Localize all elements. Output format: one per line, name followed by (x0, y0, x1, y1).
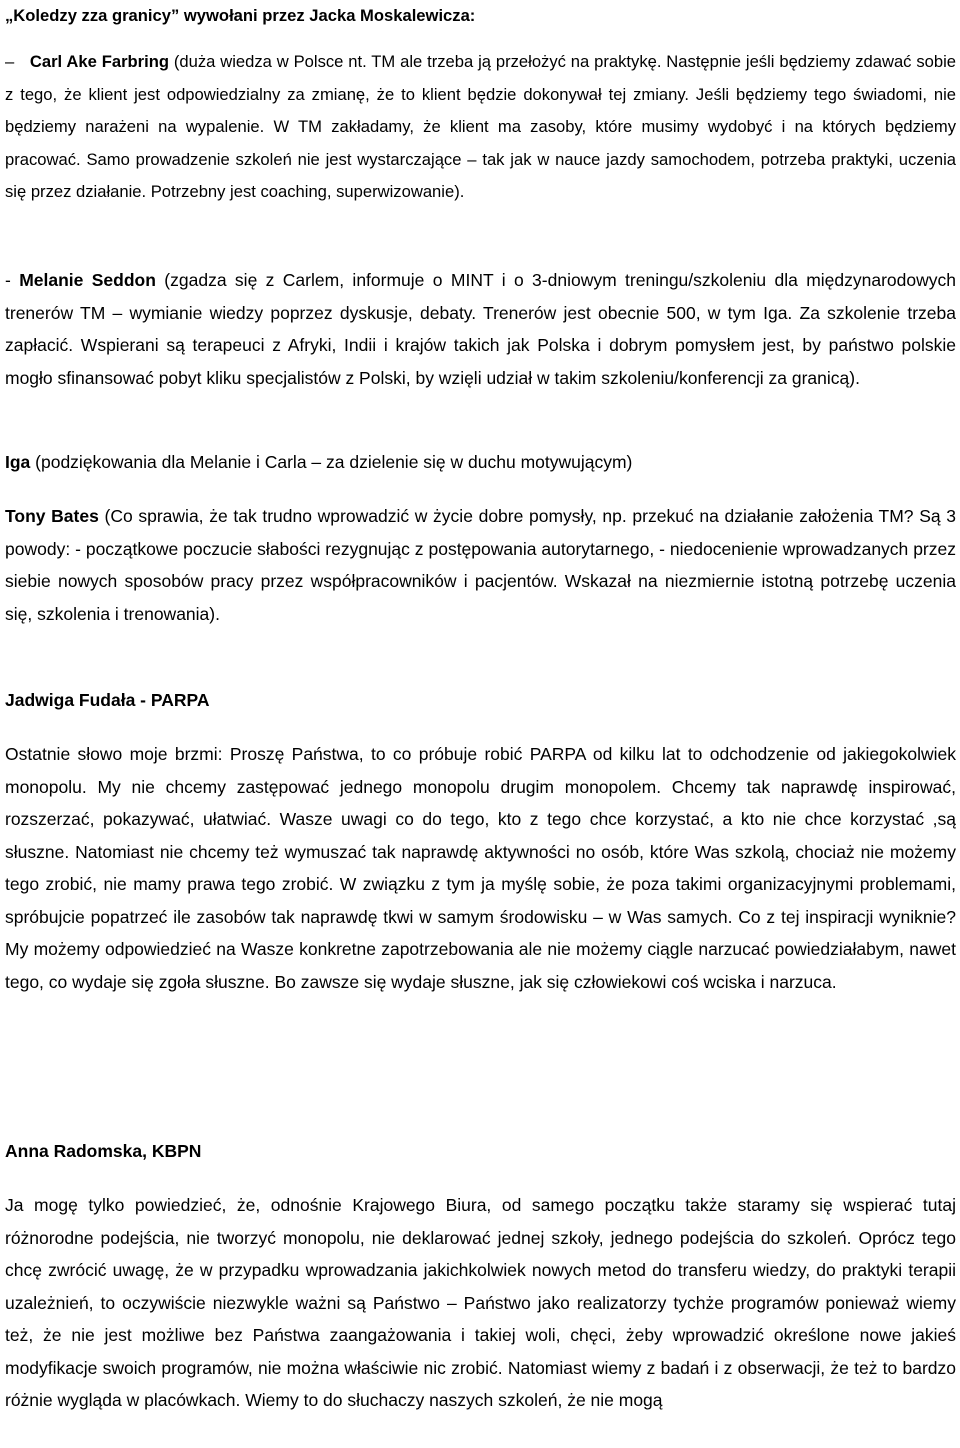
speaker-name-jadwiga: Jadwiga Fudała - PARPA (5, 690, 210, 710)
speaker-heading-jadwiga (5, 684, 956, 717)
paragraph-text-jadwiga: Ostatnie słowo moje brzmi: Proszę Państwa, to co próbuje robić PARPA od kilku lat to odchodzenie od jakiegokolwiek monopolu. My nie chcemy zastępować jednego monopolu drugim monopolem. Chcemy tak naprawdę inspirować, rozszerzać, pokazywać, ułatwiać. Wasze uwagi co do tego, kto z tego chce korzystać, a kto nie chce korzystać ,są słuszne. Natomiast nie chcemy też wymuszać tak naprawdę aktywności no osób, które Was szkolą, chociaż nie możemy tego zrobić, nie mamy prawa tego zrobić. W związku z tym ja myślę sobie, że poza takimi organizacyjnymi problemami, spróbujcie popatrzeć ile zasobów tak naprawdę tkwi w samym środowisku – w Was samych. Co z tej inspiracji wyniknie? My możemy odpowiedzieć na Wasze konkretne zapotrzebowania ale nie możemy ciągle narzucać powiedziałabym, nawet tego, co wydaje się zgoła słuszne. Bo zawsze się wydaje słuszne, jak się człowiekowi coś wciska i narzuca. (5, 744, 956, 992)
paragraph-text-iga: (podziękowania dla Melanie i Carla – za dzielenie się w duchu motywującym) (30, 452, 633, 472)
paragraph-iga (5, 446, 956, 479)
paragraph-text-tony: (Co sprawia, że tak trudno wprowadzić w życie dobre pomysły, np. przekuć na działanie założenia TM? Są 3 powody: - początkowe poczucie słabości rezygnując z postępowania autorytarnego, - niedocenienie wprowadzanych przez siebie nowych sposobów pracy przez współpracowników i pacjentów. Wskazał na niezmiernie istotną potrzebę uczenia się, szkolenia i trenowania). (5, 506, 957, 624)
speaker-name-tony: Tony Bates (5, 506, 99, 526)
section-heading-foreign-colleagues (5, 0, 956, 33)
dash-marker: – (5, 52, 15, 71)
paragraph-anna (5, 1189, 956, 1417)
speaker-name-carl: Carl Ake Farbring (29, 52, 170, 71)
paragraph-carl-farbring (5, 46, 956, 209)
list-dash-prefix: - (5, 270, 20, 290)
paragraph-tony-bates (5, 500, 956, 630)
speaker-heading-anna (5, 1135, 956, 1168)
paragraph-jadwiga (5, 738, 956, 998)
speaker-name-anna: Anna Radomska, KBPN (5, 1141, 202, 1161)
paragraph-text-carl: (duża wiedza w Polsce nt. TM ale trzeba ją przełożyć na praktykę. Następnie jeśli będziemy zdawać sobie z tego, że klient jest odpowiedzialny za zmianę, że to klient będzie dokonywał tej zmiany. Jeśli będziemy tego świadomi, nie będziemy narażeni na wypalenie. W TM zakładamy, że klient ma zasoby, które musimy wydobyć i na których będziemy pracować. Samo prowadzenie szkoleń nie jest wystarczające – tak jak w nauce jazdy samochodem, potrzeba praktyki, uczenia się przez działanie. Potrzebny jest coaching, superwizowanie). (5, 52, 957, 201)
paragraph-text-melanie: (zgadza się z Carlem, informuje o MINT i o 3-dniowym treningu/szkoleniu dla międzynarodowych trenerów TM – wymianie wiedzy poprzez dyskusje, debaty. Trenerów jest obecnie 500, w tym Iga. Za szkolenie trzeba zapłacić. Wspierani są terapeuci z Afryki, Indii i krajów takich jak Polska i dobrym pomysłem jest, by państwo polskie mogło sfinansować pobyt kliku specjalistów z Polski, by wzięli udział w takim szkoleniu/konferencji za granicą). (5, 270, 956, 388)
speaker-name-melanie: Melanie Seddon (19, 270, 156, 290)
heading-text: „Koledzy zza granicy” wywołani przez Jacka Moskalewicza: (5, 6, 476, 25)
speaker-name-iga: Iga (5, 452, 31, 472)
paragraph-text-anna: Ja mogę tylko powiedzieć, że, odnośnie Krajowego Biura, od samego początku także staramy się wspierać tutaj różnorodne podejścia, nie tworzyć monopolu, nie deklarować jednej szkoły, jednego podejścia do szkoleń. Oprócz tego chcę zwrócić uwagę, że w przypadku wprowadzania jakichkolwiek nowych metod do transferu wiedzy, do praktyki terapii uzależnień, to oczywiście niezwykle ważni są Państwo – Państwo jako realizatorzy tychże programów ponieważ wiemy też, że nie jest możliwe bez Państwa zaangażowania i takiej woli, chęci, żeby wprowadzić określone nowe jakieś modyfikacje swoich programów, nie można właściwie nic zrobić. Natomiast wiemy z badań i z obserwacji, że też to bardzo różnie wygląda w placówkach. Wiemy to do słuchaczy naszych szkoleń, że nie mogą (5, 1195, 956, 1410)
paragraph-melanie-seddon (5, 264, 956, 394)
